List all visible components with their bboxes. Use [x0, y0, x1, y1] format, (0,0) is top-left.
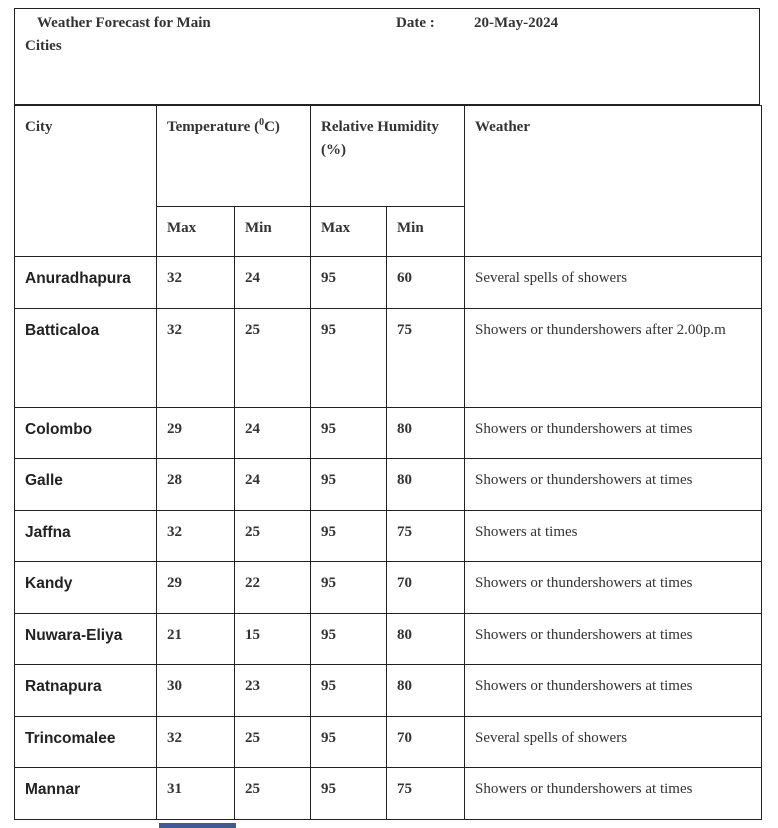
- subheader-temp-min: [235, 207, 311, 257]
- temp-max-value: 28: [167, 472, 182, 488]
- cell-hum-min: [387, 768, 465, 820]
- header-weather-label: Weather: [475, 119, 530, 135]
- cell-temp-max: [157, 768, 235, 820]
- temp-min-value: 24: [245, 472, 260, 488]
- city-name: Anuradhapura: [25, 270, 131, 287]
- cell-hum-min: [387, 459, 465, 511]
- scroll-indicator[interactable]: [159, 823, 236, 828]
- hum-min-value: 80: [397, 678, 412, 694]
- cell-hum-max: [311, 768, 387, 820]
- cell-temp-max: [157, 716, 235, 768]
- city-name: Colombo: [25, 420, 93, 438]
- table-row: [15, 407, 762, 459]
- temperature-label-pre: Temperature (: [167, 119, 260, 135]
- temp-max-value: 29: [167, 575, 182, 591]
- cell-city: [15, 308, 157, 407]
- table-row: [15, 768, 762, 820]
- cell-weather: [465, 665, 762, 717]
- subheader-temp-max-label: Max: [167, 220, 197, 236]
- cell-hum-max: [311, 613, 387, 665]
- hum-min-value: 70: [397, 575, 412, 591]
- hum-max-value: 95: [321, 626, 336, 643]
- header-humidity-label: Relative Humidity (%): [321, 119, 439, 158]
- weather-text: Showers or thundershowers after 2.00p.m: [475, 321, 726, 338]
- hum-min-value: 60: [397, 270, 412, 286]
- cell-temp-max: [157, 459, 235, 511]
- cell-hum-max: [311, 510, 387, 562]
- weather-text: Several spells of showers: [475, 729, 628, 746]
- temp-min-value: 25: [245, 523, 260, 540]
- table-row: [15, 510, 762, 562]
- header-humidity: [311, 106, 465, 207]
- table-row: [15, 308, 762, 407]
- header-city: [15, 106, 157, 257]
- city-name: Ratnapura: [25, 678, 102, 695]
- cell-weather: [465, 510, 762, 562]
- cell-hum-min: [387, 257, 465, 309]
- table-row: [15, 562, 762, 614]
- temp-min-value: 23: [245, 678, 260, 694]
- cell-weather: [465, 562, 762, 614]
- hum-max-value: 95: [321, 420, 336, 437]
- temperature-label-post: C): [264, 119, 280, 135]
- header-city-label: City: [25, 119, 53, 135]
- weather-text: Showers or thundershowers at times: [475, 781, 693, 797]
- temp-min-value: 24: [245, 420, 260, 437]
- city-name: Galle: [25, 472, 63, 489]
- cell-temp-max: [157, 665, 235, 717]
- cell-city: [15, 613, 157, 665]
- cell-hum-min: [387, 716, 465, 768]
- cell-temp-min: [235, 459, 311, 511]
- date-value: 20-May-2024: [474, 15, 559, 31]
- subheader-hum-min: [387, 207, 465, 257]
- cell-city: [15, 407, 157, 459]
- temp-max-value: 29: [167, 420, 182, 437]
- temp-min-value: 25: [245, 781, 260, 797]
- header-temperature-label: [167, 119, 280, 135]
- temp-min-value: 15: [245, 626, 260, 643]
- subheader-hum-max: [311, 207, 387, 257]
- subheader-temp-min-label: Min: [245, 220, 272, 236]
- hum-min-value: 80: [397, 626, 412, 643]
- cell-weather: [465, 613, 762, 665]
- table-row: [15, 665, 762, 717]
- cell-temp-min: [235, 768, 311, 820]
- temp-max-value: 30: [167, 678, 182, 694]
- temp-min-value: 22: [245, 575, 260, 591]
- page-title: Weather Forecast for Main Cities: [25, 15, 211, 54]
- temp-max-value: 32: [167, 321, 182, 338]
- temp-max-value: 21: [167, 626, 182, 643]
- cell-city: [15, 768, 157, 820]
- hum-max-value: 95: [321, 523, 336, 540]
- weather-text: Showers or thundershowers at times: [475, 575, 693, 591]
- temp-min-value: 25: [245, 729, 260, 746]
- cell-hum-min: [387, 510, 465, 562]
- hum-max-value: 95: [321, 270, 336, 286]
- cell-city: [15, 510, 157, 562]
- table-row: [15, 716, 762, 768]
- weather-text: Showers at times: [475, 523, 578, 540]
- cell-hum-max: [311, 665, 387, 717]
- cell-hum-max: [311, 459, 387, 511]
- city-name: Nuwara-Eliya: [25, 626, 123, 644]
- hum-min-value: 80: [397, 420, 412, 437]
- date-label: Date :: [396, 15, 435, 31]
- hum-min-value: 75: [397, 321, 412, 338]
- cell-temp-max: [157, 257, 235, 309]
- city-name: Mannar: [25, 781, 81, 798]
- temp-min-value: 24: [245, 270, 260, 286]
- table-row: [15, 257, 762, 309]
- hum-min-value: 75: [397, 781, 412, 797]
- hum-max-value: 95: [321, 729, 336, 746]
- forecast-header: [14, 8, 760, 105]
- cell-city: [15, 257, 157, 309]
- table-row: [15, 613, 762, 665]
- cell-hum-min: [387, 407, 465, 459]
- weather-text: Showers or thundershowers at times: [475, 472, 693, 488]
- city-name: Trincomalee: [25, 729, 116, 747]
- cell-hum-max: [311, 308, 387, 407]
- cell-weather: [465, 716, 762, 768]
- weather-text: Showers or thundershowers at times: [475, 626, 693, 643]
- cell-temp-max: [157, 407, 235, 459]
- cell-temp-max: [157, 562, 235, 614]
- header-row: [15, 106, 762, 207]
- temp-max-value: 32: [167, 729, 182, 746]
- temp-max-value: 31: [167, 781, 182, 797]
- cell-weather: [465, 308, 762, 407]
- weather-text: Showers or thundershowers at times: [475, 420, 693, 437]
- cell-city: [15, 665, 157, 717]
- hum-min-value: 80: [397, 472, 412, 488]
- cell-temp-max: [157, 510, 235, 562]
- forecast-table: [14, 105, 762, 820]
- cell-weather: [465, 257, 762, 309]
- table-row: [15, 459, 762, 511]
- cell-city: [15, 716, 157, 768]
- cell-city: [15, 459, 157, 511]
- cell-weather: [465, 407, 762, 459]
- cell-temp-max: [157, 613, 235, 665]
- cell-temp-min: [235, 510, 311, 562]
- cell-temp-min: [235, 613, 311, 665]
- temperature-label-sup: 0: [259, 117, 265, 128]
- weather-text: Showers or thundershowers at times: [475, 678, 693, 694]
- hum-max-value: 95: [321, 781, 336, 797]
- subheader-temp-max: [157, 207, 235, 257]
- hum-max-value: 95: [321, 472, 336, 488]
- cell-hum-max: [311, 407, 387, 459]
- cell-hum-min: [387, 665, 465, 717]
- subheader-hum-min-label: Min: [397, 220, 424, 236]
- cell-temp-min: [235, 257, 311, 309]
- cell-temp-min: [235, 562, 311, 614]
- city-name: Jaffna: [25, 523, 71, 541]
- cell-temp-min: [235, 665, 311, 717]
- hum-min-value: 70: [397, 729, 412, 746]
- hum-max-value: 95: [321, 678, 336, 694]
- cell-temp-min: [235, 308, 311, 407]
- temp-min-value: 25: [245, 321, 260, 338]
- cell-weather: [465, 768, 762, 820]
- cell-temp-max: [157, 308, 235, 407]
- temp-max-value: 32: [167, 523, 182, 540]
- cell-hum-max: [311, 716, 387, 768]
- hum-max-value: 95: [321, 321, 336, 338]
- cell-hum-max: [311, 562, 387, 614]
- header-weather: [465, 106, 762, 257]
- temp-max-value: 32: [167, 270, 182, 286]
- cell-hum-min: [387, 613, 465, 665]
- cell-hum-min: [387, 308, 465, 407]
- cell-weather: [465, 459, 762, 511]
- city-name: Kandy: [25, 575, 73, 592]
- cell-hum-max: [311, 257, 387, 309]
- city-name: Batticaloa: [25, 321, 100, 339]
- hum-min-value: 75: [397, 523, 412, 540]
- subheader-hum-max-label: Max: [321, 220, 351, 236]
- cell-temp-min: [235, 716, 311, 768]
- cell-city: [15, 562, 157, 614]
- hum-max-value: 95: [321, 575, 336, 591]
- weather-text: Several spells of showers: [475, 270, 628, 286]
- cell-temp-min: [235, 407, 311, 459]
- header-temperature: [157, 106, 311, 207]
- cell-hum-min: [387, 562, 465, 614]
